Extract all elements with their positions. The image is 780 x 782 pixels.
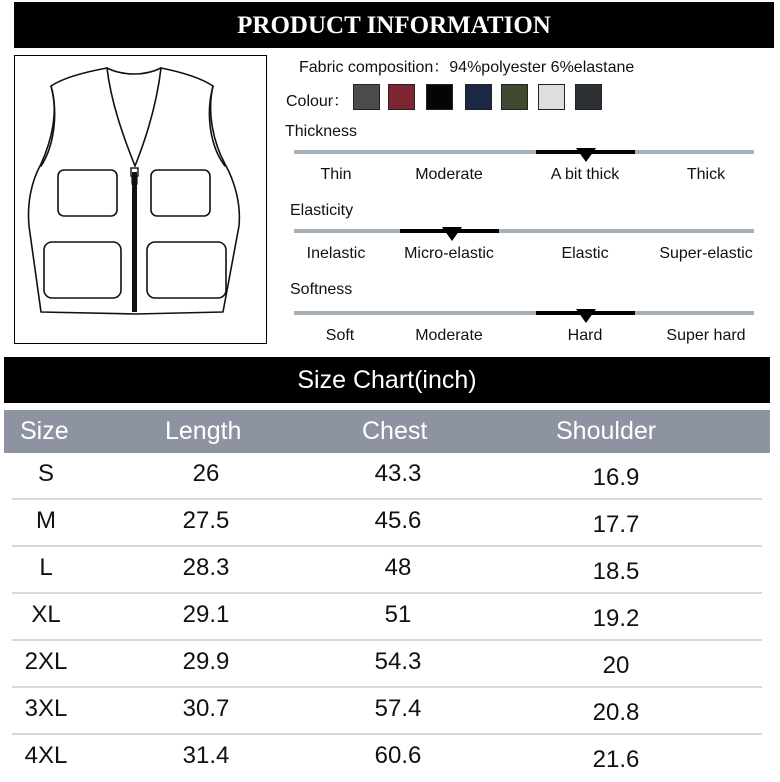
table-row	[4, 595, 770, 641]
size-cell: 2XL	[24, 648, 68, 675]
colour-label: Colour：	[286, 93, 350, 110]
table-row	[4, 689, 770, 735]
thickness-scale	[294, 150, 754, 154]
thickness-label: Thickness	[285, 123, 358, 140]
row-divider	[12, 592, 762, 594]
chest-cell: 51	[384, 601, 412, 628]
length-cell: 30.7	[182, 695, 230, 722]
elasticity-scale	[294, 229, 754, 233]
table-row	[4, 548, 770, 594]
size-cell: XL	[31, 601, 61, 628]
colour-swatch[interactable]	[465, 84, 492, 110]
colour-swatch[interactable]	[538, 84, 565, 110]
chest-cell: 54.3	[374, 648, 422, 675]
chest-cell: 45.6	[374, 507, 422, 534]
elasticity-option: Elastic	[561, 245, 609, 262]
thickness-pointer-icon	[576, 148, 596, 162]
elasticity-pointer-icon	[442, 227, 462, 241]
row-divider	[12, 545, 762, 547]
size-cell: L	[39, 554, 53, 581]
colour-swatch[interactable]	[575, 84, 602, 110]
shoulder-cell: 21.6	[592, 746, 640, 773]
shoulder-cell: 16.9	[592, 464, 640, 491]
row-divider	[12, 498, 762, 500]
size-cell: S	[37, 460, 54, 487]
shoulder-cell: 19.2	[592, 605, 640, 632]
softness-option: Soft	[325, 327, 355, 344]
softness-option: Super hard	[666, 327, 746, 344]
length-cell: 29.9	[182, 648, 230, 675]
chest-cell: 60.6	[374, 742, 422, 769]
table-row	[4, 501, 770, 547]
colour-swatch[interactable]	[353, 84, 380, 110]
thickness-option: A bit thick	[550, 166, 620, 183]
header-chest: Chest	[362, 417, 428, 445]
chest-cell: 57.4	[374, 695, 422, 722]
fabric-composition: Fabric composition：94%polyester 6%elastane	[299, 59, 635, 76]
shoulder-cell: 17.7	[592, 511, 640, 538]
table-row	[4, 454, 770, 500]
row-divider	[12, 686, 762, 688]
length-cell: 26	[192, 460, 220, 487]
softness-pointer-icon	[576, 309, 596, 323]
elasticity-option: Inelastic	[306, 245, 366, 262]
softness-option: Moderate	[415, 327, 483, 344]
elasticity-option: Micro-elastic	[404, 245, 494, 262]
header-shoulder: Shoulder	[556, 417, 657, 445]
row-divider	[12, 639, 762, 641]
row-divider	[12, 733, 762, 735]
elasticity-label: Elasticity	[290, 202, 354, 219]
table-row	[4, 736, 770, 782]
header-size: Size	[20, 417, 69, 445]
shoulder-cell: 20.8	[592, 699, 640, 726]
thickness-option: Thick	[686, 166, 726, 183]
colour-swatch[interactable]	[426, 84, 453, 110]
size-cell: M	[36, 507, 56, 534]
size-chart-header	[4, 410, 770, 453]
shoulder-cell: 20	[602, 652, 630, 679]
thickness-option: Moderate	[415, 166, 483, 183]
header-length: Length	[165, 417, 242, 445]
length-cell: 29.1	[182, 601, 230, 628]
softness-scale	[294, 311, 754, 315]
size-cell: 3XL	[24, 695, 68, 722]
elasticity-option: Super-elastic	[659, 245, 753, 262]
size-chart-title: Size Chart(inch)	[4, 357, 770, 403]
chest-cell: 43.3	[374, 460, 422, 487]
thickness-option: Thin	[320, 166, 352, 183]
colour-swatch[interactable]	[388, 84, 415, 110]
size-cell: 4XL	[24, 742, 68, 769]
length-cell: 28.3	[182, 554, 230, 581]
softness-option: Hard	[567, 327, 603, 344]
softness-label: Softness	[290, 281, 353, 298]
vest-illustration	[14, 55, 267, 344]
shoulder-cell: 18.5	[592, 558, 640, 585]
product-information-banner: PRODUCT INFORMATION	[14, 2, 774, 48]
colour-swatch[interactable]	[501, 84, 528, 110]
length-cell: 27.5	[182, 507, 230, 534]
vest-outline-icon	[15, 56, 268, 345]
table-row	[4, 642, 770, 688]
chest-cell: 48	[384, 554, 412, 581]
length-cell: 31.4	[182, 742, 230, 769]
